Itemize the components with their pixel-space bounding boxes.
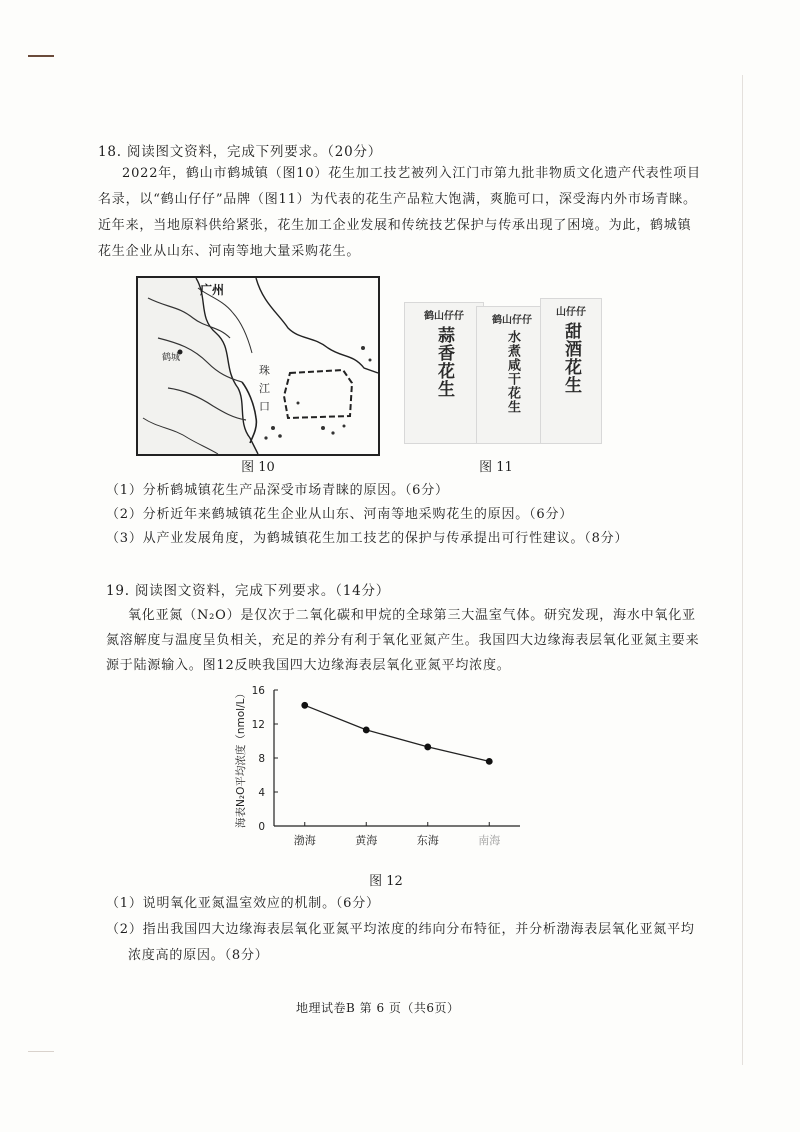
q19-paragraph-line-1: 氧化亚氮（N₂O）是仅次于二氧化碳和甲烷的全球第三大温室气体。研究发现，海水中氧化亚 bbox=[128, 608, 696, 623]
figure-11-caption: 图 11 bbox=[479, 460, 513, 475]
q18-question-3: （3）从产业发展角度，为鹤城镇花生加工技艺的保护与传承提出可行性建议。（8分） bbox=[106, 531, 629, 546]
figure-11-photo bbox=[404, 292, 600, 450]
chart-ticks bbox=[252, 685, 501, 847]
bag-3-name: 甜酒花生 bbox=[561, 322, 581, 394]
q18-header: 18. 阅读图文资料，完成下列要求。（20分） bbox=[98, 144, 383, 160]
q18-question-1: （1）分析鹤城镇花生产品深受市场青睐的原因。（6分） bbox=[106, 483, 449, 498]
chart-y-tick-label: 12 bbox=[251, 719, 265, 731]
map-label-zhu: 珠 bbox=[259, 364, 270, 377]
product-bag-3 bbox=[540, 298, 602, 444]
chart-data-point bbox=[301, 702, 308, 709]
bag-2-name: 水煮咸干花生 bbox=[505, 330, 520, 414]
q18-paragraph-line-1: 2022年，鹤山市鹤城镇（图10）花生加工技艺被列入江门市第九批非物质文化遗产代表性项目 bbox=[122, 166, 701, 181]
chart-data-point bbox=[424, 744, 431, 751]
q18-paragraph-line-4: 花生企业从山东、河南等地大量采购花生。 bbox=[98, 244, 361, 259]
figure-12-chart bbox=[230, 676, 530, 856]
bag-2-brand: 鹤山仔仔 bbox=[492, 315, 532, 326]
chart-x-tick-label: 东海 bbox=[416, 834, 439, 847]
chart-y-tick-label: 4 bbox=[258, 787, 265, 799]
q19-header: 19. 阅读图文资料，完成下列要求。（14分） bbox=[106, 583, 391, 599]
bag-1-brand: 鹤山仔仔 bbox=[424, 311, 464, 322]
map-label-kou: 口 bbox=[259, 400, 270, 413]
page-fold-line bbox=[742, 75, 743, 1065]
page-corner-mark bbox=[28, 55, 54, 57]
chart-series-line bbox=[305, 705, 490, 761]
page-footer: 地理试卷B 第 6 页（共6页） bbox=[296, 1001, 460, 1015]
chart-y-tick-label: 16 bbox=[251, 685, 265, 697]
map-drawing bbox=[138, 278, 378, 454]
q19-paragraph-line-3: 源于陆源输入。图12反映我国四大边缘海表层氧化亚氮平均浓度。 bbox=[106, 658, 511, 673]
chart-x-tick-label: 黄海 bbox=[355, 834, 378, 847]
product-bag-1 bbox=[404, 302, 484, 444]
chart-y-tick-label: 0 bbox=[258, 821, 265, 833]
figure-10-caption: 图 10 bbox=[241, 460, 275, 475]
q18-question-2: （2）分析近年来鹤城镇花生企业从山东、河南等地采购花生的原因。（6分） bbox=[106, 507, 574, 522]
chart-data-point bbox=[486, 758, 493, 765]
map-label-jiang: 江 bbox=[259, 382, 270, 395]
map-label-guangzhou: 广州 bbox=[200, 283, 225, 297]
chart-y-tick-label: 8 bbox=[258, 753, 265, 765]
q19-paragraph-line-2: 氮溶解度与温度呈负相关，充足的养分有利于氧化亚氮产生。我国四大边缘海表层氧化亚氮主要来 bbox=[106, 633, 700, 648]
map-label-hecheng: 鹤城 bbox=[162, 353, 181, 363]
product-bag-2 bbox=[476, 306, 548, 444]
q18-paragraph-line-3: 近年来，当地原料供给紧张，花生加工企业发展和传统技艺保护与传承出现了困境。为此，鹤城镇 bbox=[98, 218, 692, 233]
chart-data-point bbox=[363, 727, 370, 734]
figure-10-map bbox=[136, 276, 380, 456]
chart-y-axis-label: 海表N₂O平均浓度（nmol/L） bbox=[235, 688, 247, 828]
chart-svg bbox=[230, 676, 530, 856]
q19-question-2-line-1: （2）指出我国四大边缘海表层氧化亚氮平均浓度的纬向分布特征，并分析渤海表层氧化亚氮平均 bbox=[106, 922, 695, 937]
figure-12-caption: 图 12 bbox=[369, 874, 403, 889]
bag-3-brand: 山仔仔 bbox=[556, 307, 586, 318]
chart-x-tick-label: 渤海 bbox=[293, 834, 316, 847]
chart-x-tick-label: 南海 bbox=[478, 834, 501, 847]
q18-paragraph-line-2: 名录，以“鹤山仔仔”品牌（图11）为代表的花生产品粒大饱满，爽脆可口，深受海内外市场青睐。 bbox=[98, 192, 697, 207]
bag-1-name: 蒜香花生 bbox=[434, 326, 454, 398]
page-corner-mark-bottom bbox=[28, 1051, 54, 1052]
q19-question-1: （1）说明氧化亚氮温室效应的机制。（6分） bbox=[106, 896, 380, 911]
q19-question-2-line-2: 浓度高的原因。（8分） bbox=[128, 948, 269, 963]
